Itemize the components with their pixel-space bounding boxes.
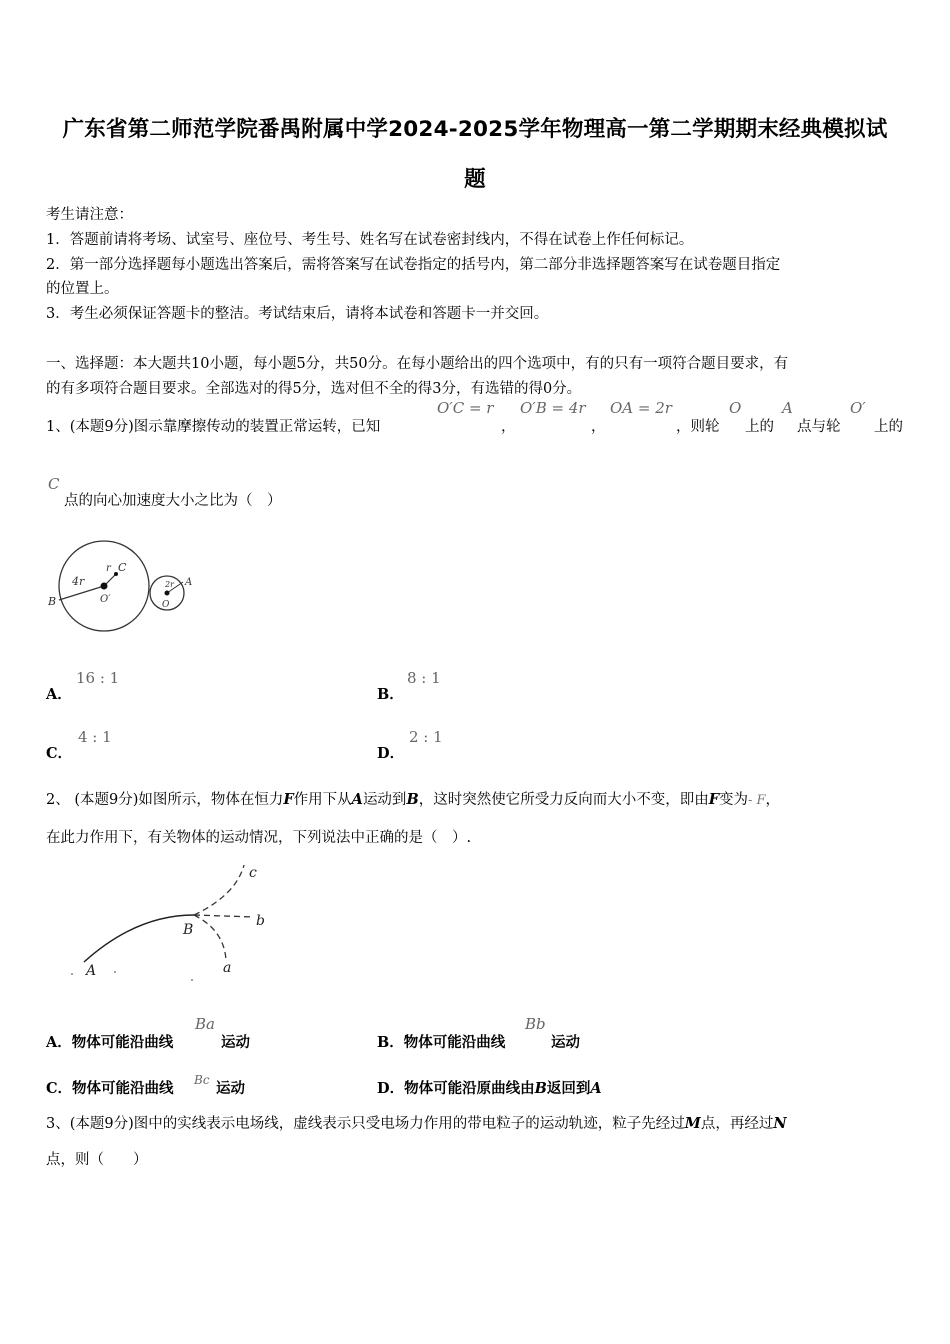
q2-stem: 2、 (本题9分)如图所示，物体在恒力F作用下从A运动到B，这时突然使它所受力反向而大小不变，即由F变为- F，: [46, 791, 781, 808]
q2-stem-cont: 在此力作用下，有关物体的运动情况，下列说法中正确的是（ ）.: [46, 830, 472, 846]
center-o-dot: [165, 591, 170, 596]
q1-formula-ob: O′B = 4r: [520, 399, 586, 417]
q1-text-wheel: ，则轮: [676, 419, 720, 435]
notice-item-2: 2．第一部分选择题每小题选出答案后，需将答案写在试卷指定的括号内，第二部分非选择题答案写在试卷题目指定: [46, 257, 781, 273]
q2-option-a-math: Ba: [195, 1015, 215, 1033]
label-r: r: [106, 563, 111, 574]
label-2r: 2r: [165, 580, 174, 589]
dashed-curve-a: [194, 915, 226, 960]
q1-option-c-label: C．: [46, 745, 73, 762]
dashed-curve-c: [194, 865, 244, 915]
label-4r: 4r: [72, 575, 85, 588]
q2-option-c-text: C．物体可能沿曲线: [46, 1080, 174, 1097]
solid-path-a-to-b: [84, 915, 194, 962]
q2-option-c-tail: 运动: [216, 1080, 245, 1097]
label-a: A: [185, 577, 193, 588]
q1-wheel-figure: [44, 538, 204, 638]
q2-option-c-math: Bc: [194, 1073, 210, 1087]
label-o: O: [162, 600, 170, 610]
label-c: c: [249, 865, 257, 881]
q1-text-and-wheel: 点与轮: [797, 419, 841, 435]
page-title-continued: 题: [464, 167, 486, 192]
section-instructions: 一、选择题：本大题共10小题，每小题5分，共50分。在每小题给出的四个选项中，有的只有一项符合题目要求，有: [46, 356, 789, 372]
q1-formula-oa: OA = 2r: [610, 399, 672, 417]
q1-text-on-2: 上的: [874, 419, 903, 435]
label-a: a: [223, 960, 232, 976]
q1-formula-oc: O′C = r: [437, 399, 494, 417]
q1-option-a-value: 16 : 1: [76, 669, 120, 687]
q2-option-b-math: Bb: [525, 1015, 546, 1033]
q3-stem-cont: 点，则（ ）: [46, 1152, 148, 1168]
q1-option-a-label: A．: [46, 686, 72, 703]
label-b: B: [48, 595, 57, 608]
q1-comma-1: ，: [501, 419, 516, 435]
q2-option-a-tail: 运动: [221, 1034, 250, 1051]
label-c: C: [118, 561, 127, 574]
q2-option-b-tail: 运动: [551, 1034, 580, 1051]
label-point-a: A: [86, 963, 97, 979]
speck-3: [191, 979, 193, 981]
label-b: b: [256, 913, 265, 929]
q3-stem: 3、(本题9分)图中的实线表示电场线，虚线表示只受电场力作用的带电粒子的运动轨迹，粒子先经过M点，再经过N: [46, 1115, 787, 1132]
notice-heading: 考生请注意：: [46, 207, 133, 223]
q2-option-a-text: A．物体可能沿曲线: [46, 1034, 174, 1051]
notice-item-3: 3．考生必须保证答题卡的整洁。考试结束后，请将本试卷和答题卡一并交回。: [46, 306, 549, 322]
q2-option-d: D．物体可能沿原曲线由B返回到A: [377, 1080, 602, 1097]
q1-option-d-label: D．: [377, 745, 405, 762]
q1-option-d-value: 2 : 1: [409, 728, 443, 746]
q1-option-b-label: B．: [377, 686, 404, 703]
q1-stem-cont: 点的向心加速度大小之比为（ ）: [64, 493, 282, 509]
q1-option-c-value: 4 : 1: [78, 728, 112, 746]
q2-option-b-text: B．物体可能沿曲线: [377, 1034, 506, 1051]
q1-comma-2: ，: [591, 419, 606, 435]
center-o-prime-dot: [101, 583, 108, 590]
dashed-line-b: [194, 915, 254, 917]
q1-stem: 1、(本题9分)图示靠摩擦传动的装置正常运转，已知: [46, 419, 381, 435]
q2-trajectory-figure: [66, 860, 286, 985]
q1-point-a: A: [782, 399, 793, 417]
notice-item-1: 1．答题前请将考场、试室号、座位号、考生号、姓名写在试卷密封线内，不得在试卷上作任何标记。: [46, 232, 694, 248]
page-title: 广东省第二师范学院番禺附属中学2024-2025学年物理高一第二学期期末经典模拟试: [62, 117, 888, 142]
q1-text-on: 上的: [745, 419, 774, 435]
q1-point-c: C: [48, 475, 60, 493]
label-point-b: B: [183, 922, 194, 938]
speck-1: [71, 973, 73, 975]
radius-line-b: [59, 586, 104, 600]
q1-wheel-o-prime: O′: [850, 399, 866, 417]
q1-option-b-value: 8 : 1: [407, 669, 441, 687]
notice-item-2-cont: 的位置上。: [46, 281, 119, 297]
speck-2: [114, 971, 116, 973]
section-instructions-cont: 的有多项符合题目要求。全部选对的得5分，选对但不全的得3分，有选错的得0分。: [46, 381, 582, 397]
label-o-prime: O′: [100, 594, 111, 605]
q1-wheel-o: O: [729, 399, 742, 417]
